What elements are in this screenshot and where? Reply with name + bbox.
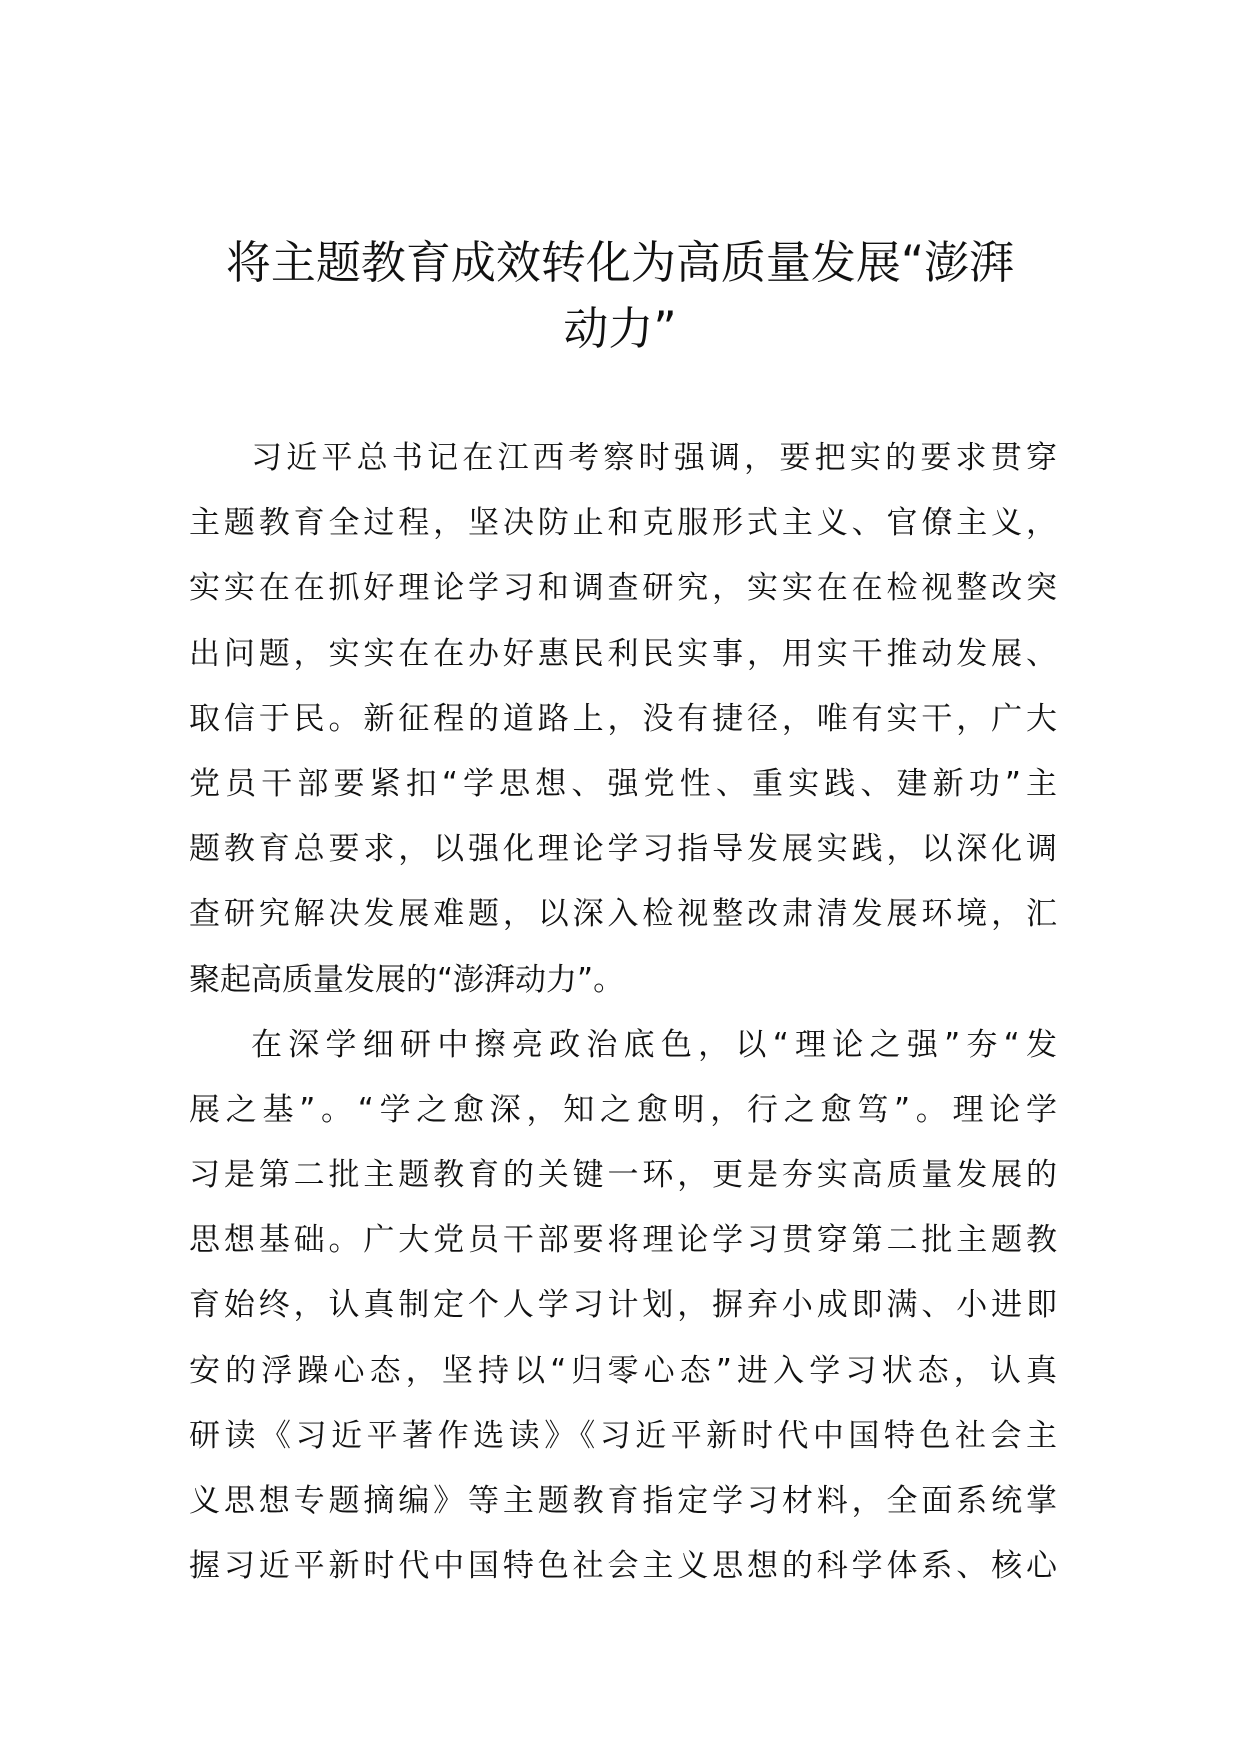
paragraph-line: 研读《习近平著作选读》《习近平新时代中国特色社会主 [189, 1417, 1057, 1454]
document-body [189, 426, 1057, 1599]
paragraph-line: 查研究解决发展难题，以深入检视整改肃清发展环境，汇 [189, 896, 1057, 933]
paragraph-line: 义思想专题摘编》等主题教育指定学习材料，全面系统掌 [189, 1483, 1057, 1519]
document-title [150, 230, 1090, 362]
paragraph-line: 聚起高质量发展的“澎湃动力”。 [189, 961, 625, 998]
paragraph [189, 426, 1057, 1013]
paragraph-line: 思想基础。广大党员干部要将理论学习贯穿第二批主题教 [189, 1222, 1057, 1259]
paragraph-line: 展之基”。“学之愈深，知之愈明，行之愈笃”。理论学 [189, 1091, 1057, 1128]
paragraph-line: 安的浮躁心态，坚持以“归零心态”进入学习状态，认真 [189, 1352, 1057, 1389]
paragraph-line: 主题教育全过程，坚决防止和克服形式主义、官僚主义， [189, 505, 1057, 542]
paragraph-line: 实实在在抓好理论学习和调查研究，实实在在检视整改突 [189, 570, 1057, 607]
paragraph [189, 1013, 1057, 1600]
paragraph-line: 育始终，认真制定个人学习计划，摒弃小成即满、小进即 [189, 1287, 1057, 1324]
paragraph-line: 握习近平新时代中国特色社会主义思想的科学体系、核心 [189, 1548, 1057, 1585]
paragraph-line: 习近平总书记在江西考察时强调，要把实的要求贯穿 [251, 440, 1057, 476]
title-line: 动力” [563, 302, 677, 355]
paragraph-line: 取信于民。新征程的道路上，没有捷径，唯有实干，广大 [189, 700, 1057, 737]
paragraph-line: 在深学细研中擦亮政治底色，以“理论之强”夯“发 [251, 1026, 1057, 1063]
paragraph-line: 题教育总要求，以强化理论学习指导发展实践，以深化调 [189, 831, 1057, 868]
paragraph-line: 习是第二批主题教育的关键一环，更是夯实高质量发展的 [189, 1157, 1057, 1194]
paragraph-line: 出问题，实实在在办好惠民利民实事，用实干推动发展、 [189, 635, 1057, 672]
paragraph-line: 党员干部要紧扣“学思想、强党性、重实践、建新功”主 [189, 765, 1057, 802]
title-line: 将主题教育成效转化为高质量发展“澎湃 [225, 236, 1015, 289]
